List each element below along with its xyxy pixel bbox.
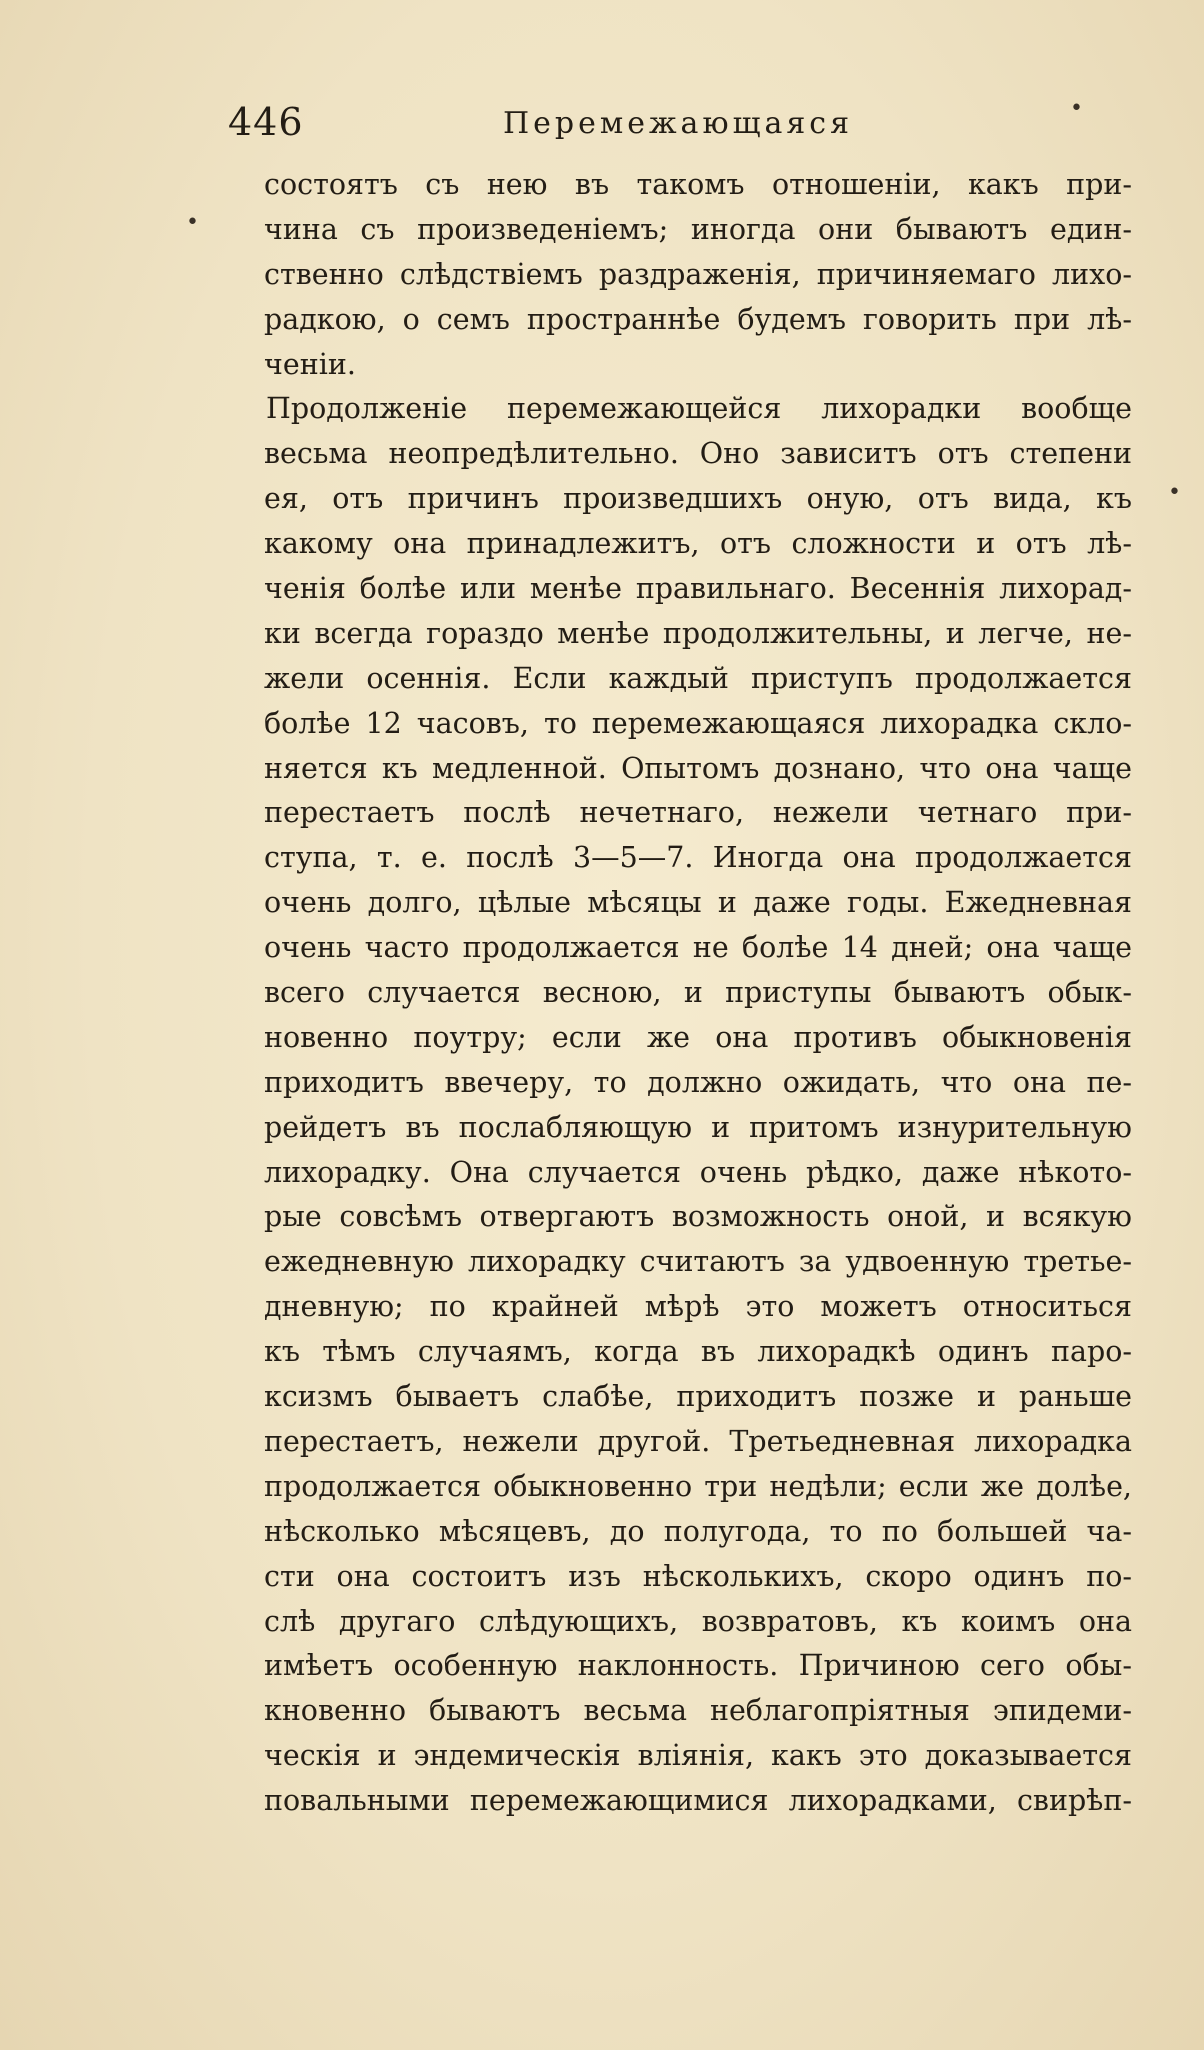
body-text xyxy=(264,163,1132,1824)
text-line: жели осеннія. Если каждый приступъ продолжается xyxy=(264,661,1132,695)
text-line: ки всегда гораздо менѣе продолжительны, и легче, не- xyxy=(264,616,1132,650)
text-line: болѣе 12 часовъ, то перемежающаяся лихорадка скло- xyxy=(264,706,1132,740)
running-title: Перемежающаяся xyxy=(503,106,853,141)
text-line: лихорадку. Она случается очень рѣдко, даже нѣкото- xyxy=(264,1155,1132,1189)
text-line: кновенно бываютъ весьма неблагопріятныя эпидеми- xyxy=(264,1694,1132,1728)
text-line: весьма неопредѣлительно. Оно зависитъ отъ степени xyxy=(264,437,1132,471)
text-line: повальными перемежающимися лихорадками, свирѣп- xyxy=(264,1784,1132,1818)
text-line: ксизмъ бываетъ слабѣе, приходитъ позже и раньше xyxy=(264,1380,1132,1414)
text-line: очень часто продолжается не болѣе 14 дней; она чаще xyxy=(264,931,1132,965)
text-line: чина съ произведеніемъ; иногда они бываютъ един- xyxy=(264,212,1132,246)
text-line: продолжается обыкновенно три недѣли; если же долѣе, xyxy=(264,1469,1132,1503)
text-line: рейдетъ въ послабляющую и притомъ изнурительную xyxy=(264,1110,1132,1144)
text-line: няется къ медленной. Опытомъ дознано, что она чаще xyxy=(264,751,1132,785)
text-line: перестаетъ послѣ нечетнаго, нежели четнаго при- xyxy=(264,796,1132,830)
text-line: перестаетъ, нежели другой. Третьедневная лихорадка xyxy=(264,1424,1132,1458)
text-line: состоятъ съ нею въ такомъ отношеніи, какъ при- xyxy=(264,168,1132,201)
text-line: новенно поутру; если же она противъ обыкновенія xyxy=(264,1020,1132,1054)
text-line: ченіи. xyxy=(264,347,356,381)
text-line: ственно слѣдствіемъ раздраженія, причиняемаго лихо- xyxy=(264,257,1132,291)
text-line: слѣ другаго слѣдующихъ, возвратовъ, къ коимъ она xyxy=(264,1604,1132,1638)
page-header xyxy=(228,100,1128,150)
text-line: ческія и эндемическія вліянія, какъ это доказывается xyxy=(264,1739,1132,1773)
text-line: ступа, т. е. послѣ 3—5—7. Иногда она продолжается xyxy=(264,841,1132,875)
page-number: 446 xyxy=(228,100,304,144)
text-line: дневную; по крайней мѣрѣ это можетъ относиться xyxy=(264,1290,1132,1324)
text-line: всего случается весною, и приступы бываютъ обык- xyxy=(264,976,1132,1010)
text-line: какому она принадлежитъ, отъ сложности и отъ лѣ- xyxy=(264,527,1132,561)
text-line: рые совсѣмъ отвергаютъ возможность оной, и всякую xyxy=(264,1200,1132,1234)
text-line: сти она состоитъ изъ нѣсколькихъ, скоро одинъ по- xyxy=(264,1559,1132,1593)
text-line: нѣсколько мѣсяцевъ, до полугода, то по большей ча- xyxy=(264,1514,1132,1548)
text-line: приходитъ ввечеру, то должно ожидать, что она пе- xyxy=(264,1065,1132,1099)
text-line: имѣетъ особенную наклонность. Причиною сего обы- xyxy=(264,1649,1132,1683)
text-line: къ тѣмъ случаямъ, когда въ лихорадкѣ одинъ паро- xyxy=(264,1335,1132,1369)
paragraph-first-line: Продолженіе перемежающейся лихорадки вообще xyxy=(266,392,1132,426)
text-line: очень долго, цѣлые мѣсяцы и даже годы. Ежедневная xyxy=(264,886,1132,920)
stray-ink-mark: • xyxy=(1070,96,1083,121)
text-line: радкою, о семъ пространнѣе будемъ говорить при лѣ- xyxy=(264,302,1132,336)
stray-ink-mark: • xyxy=(186,210,199,235)
text-line: ченія болѣе или менѣе правильнаго. Весеннія лихорад- xyxy=(264,572,1132,606)
text-line: ея, отъ причинъ произведшихъ оную, отъ вида, къ xyxy=(264,482,1132,516)
text-line: ежедневную лихорадку считаютъ за удвоенную третье- xyxy=(264,1245,1132,1279)
stray-ink-mark: • xyxy=(1168,480,1181,505)
